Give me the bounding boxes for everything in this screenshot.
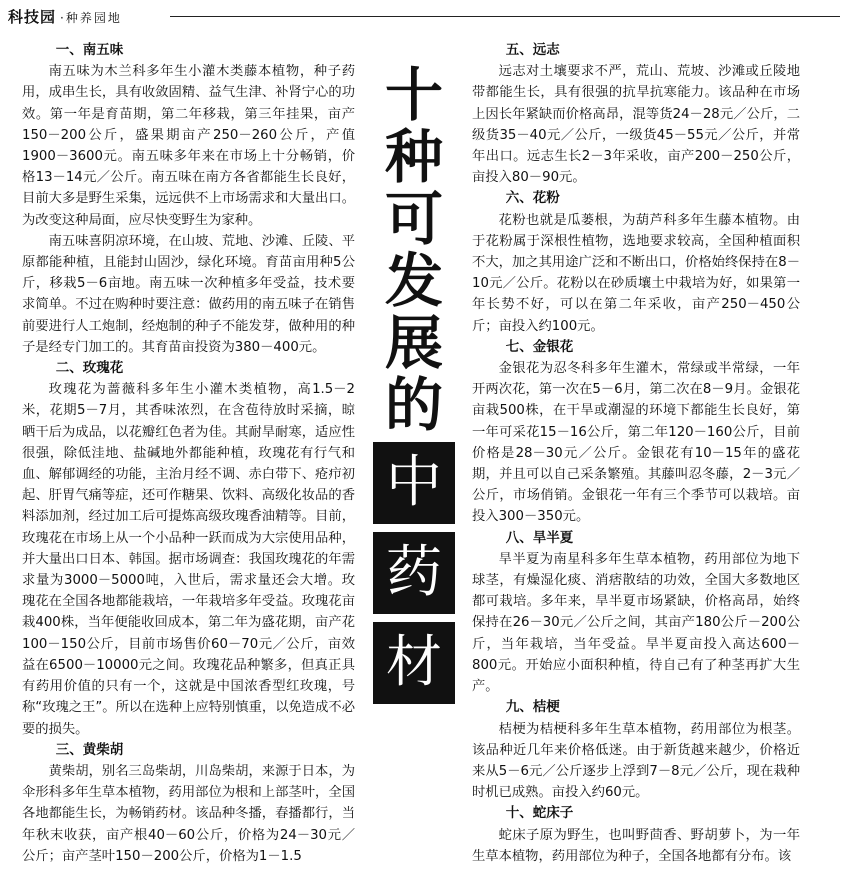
paragraph: 旱半夏为南星科多年生草本植物，药用部位为地下球茎，有燥湿化痰、消痞散结的功效，全国大多数地区都可栽培。多年来，旱半夏市场紧缺，价格高昂，始终保持在26－30元／公斤之间，其亩产180公斤－200公斤，当年栽培，当年受益。旱半夏亩投入高达600－800元。开始应小面积种植，待自己有了种茎再扩大生产。 (472, 551, 800, 695)
page-header (8, 6, 840, 26)
left-column (22, 40, 355, 867)
section-brand: 科技园 (8, 8, 57, 26)
paragraph: 南五味为木兰科多年生小灌木类藤本植物，种子药用，成串生长，具有收敛固精、益气生津、补肾宁心的功效。第一年是育苗期，第二年移栽，第三年挂果，亩产150－200公斤，盛果期亩产250－260公斤，产值1900－3600元。南五味多年来在市场上十分畅销，价格13－14元／公斤。南五味在南方各省都能生长良好，目前大多是野生采集，远远供不上市场需求和大量出口。为改变这种局面，应尽快变野生为家种。 (22, 64, 355, 228)
paragraph: 远志对土壤要求不严，荒山、荒坡、沙滩或丘陵地带都能生长，具有很强的抗旱抗寒能力。该品种在市场上因长年紧缺而价格高昂，混等货24－28元／公斤，二级货35－40元／公斤，一级货45－55元／公斤，并常年出口。远志生长2－3年采收，亩产200－250公斤，亩投入80－90元。 (472, 64, 800, 186)
heading-nanwuwei: 一、南五味 (55, 42, 124, 58)
title-char: 展 (384, 309, 443, 377)
title-boxed-char: 材 (373, 622, 455, 704)
paragraph: 花粉也就是瓜蒌根，为葫芦科多年生藤本植物。由于花粉属于深根性植物，选地要求较高，全国种植面积不大，加之其用途广泛和不断出口，价格始终保持在8－10元／公斤。花粉以在砂质壤土中栽培为好，如果第一年长势不好，可以在第二年采收，亩产250－450公斤；亩投入约100元。 (472, 212, 800, 334)
paragraph: 蛇床子原为野生，也叫野茴香、野胡萝卜，为一年生草本植物，药用部位为种子，全国各地都有分布。该 (472, 827, 800, 864)
title-char: 可 (384, 185, 443, 253)
section-subtitle: ·种养园地 (60, 11, 122, 25)
paragraph: 黄柴胡，别名三岛柴胡，川岛柴胡，来源于日本，为伞形科多年生草本植物，药用部位为根和上部茎叶，全国各地都能生长，为畅销药材。该品种冬播，春播都行，当年秋末收获，亩产根40－60公斤，价格为24－30元／公斤；亩产茎叶150－200公斤，价格为1－1.5 (22, 763, 355, 864)
title-boxed-char: 中 (373, 442, 455, 524)
title-boxed-char: 药 (373, 532, 455, 614)
paragraph: 桔梗为桔梗科多年生草本植物，药用部位为根茎。该品种近几年来价格低迷。由于新货越来越少，价格近来从5－6元／公斤逐步上浮到7－8元／公斤，现在栽种时机已成熟。亩投入约60元。 (472, 721, 800, 801)
heading-huafen: 六、花粉 (505, 190, 560, 207)
title-char: 种 (384, 123, 443, 191)
title-char: 发 (384, 247, 443, 315)
heading-hanbanxia: 八、旱半夏 (505, 529, 574, 546)
heading-huangchaihu: 三、黄柴胡 (55, 741, 124, 758)
right-column (472, 40, 800, 867)
paragraph: 南五味喜阴凉环境，在山坡、荒地、沙滩、丘陵、平原都能种植，且能封山固沙，绿化环境。育苗亩用种5公斤，移栽5－6亩地。南五味一次种植多年受益，技术要求简单。不过在购种时要注意：做药用的南五味子在销售前要进行人工炮制，经炮制的种子不能发芽，做种用的种子是经专门加工的。其育苗亩投资为380－400元。 (22, 233, 355, 355)
heading-shechuangzi: 十、蛇床子 (505, 805, 574, 822)
title-char: 的 (384, 371, 443, 439)
header-rule (170, 16, 840, 17)
article-title (364, 61, 464, 712)
heading-meiguihua: 二、玫瑰花 (55, 360, 124, 377)
paragraph: 金银花为忍冬科多年生灌木，常绿或半常绿，一年开两次花，第一次在5－6月，第二次在8－9月。金银花亩栽500株，在干旱或潮湿的环境下都能生长良好，第一年可采花15－16公斤，第二年120－160公斤，目前价格是28－30元／公斤。金银花有10－15年的盛花期，并且可以自己采条繁殖。其藤叫忍冬藤，2－3元／公斤，市场俏销。金银花一年有三个季节可以栽培。亩投入300－350元。 (472, 361, 800, 525)
heading-jiegeng: 九、桔梗 (505, 699, 560, 716)
title-char: 十 (384, 61, 443, 129)
paragraph: 玫瑰花为蔷薇科多年生小灌木类植物，高1.5－2米，花期5－7月，其香味浓烈，在含苞待放时采摘，晾晒干后为成品，以花瓣红色者为佳。其耐旱耐寒，适应性很强，除低洼地、盐碱地外都能种植，玫瑰花有行气和血、解郁调经的功能，主治月经不调、赤白带下、疮疖初起、肝胃气痛等症，还可作糖果、饮料、高级化妆品的香料添加剂，经过加工后可提炼高级玫瑰香油精等。目前，玫瑰花在市场上从一个小品种一跃而成为大宗使用品种，并大量出口日本、韩国。据市场调查：我国玫瑰花的年需求量为3000－5000吨，入世后，需求量还会大增。玫瑰花在全国各地都能栽培，一年栽培多年受益。玫瑰花亩栽400株，当年便能收回成本，第二年为盛花期，亩产花100－150公斤，目前市场售价60－70元／公斤，亩效益在6500－10000元之间。玫瑰花品种繁多，但真正具有药用价值的只有一个，这就是中国浓香型红玫瑰，号称“玫瑰之王”。所以在选种上应特别慎重，以免造成不必要的损失。 (22, 382, 355, 737)
heading-yuanzhi: 五、远志 (505, 42, 560, 58)
heading-jinyinhua: 七、金银花 (505, 338, 574, 355)
